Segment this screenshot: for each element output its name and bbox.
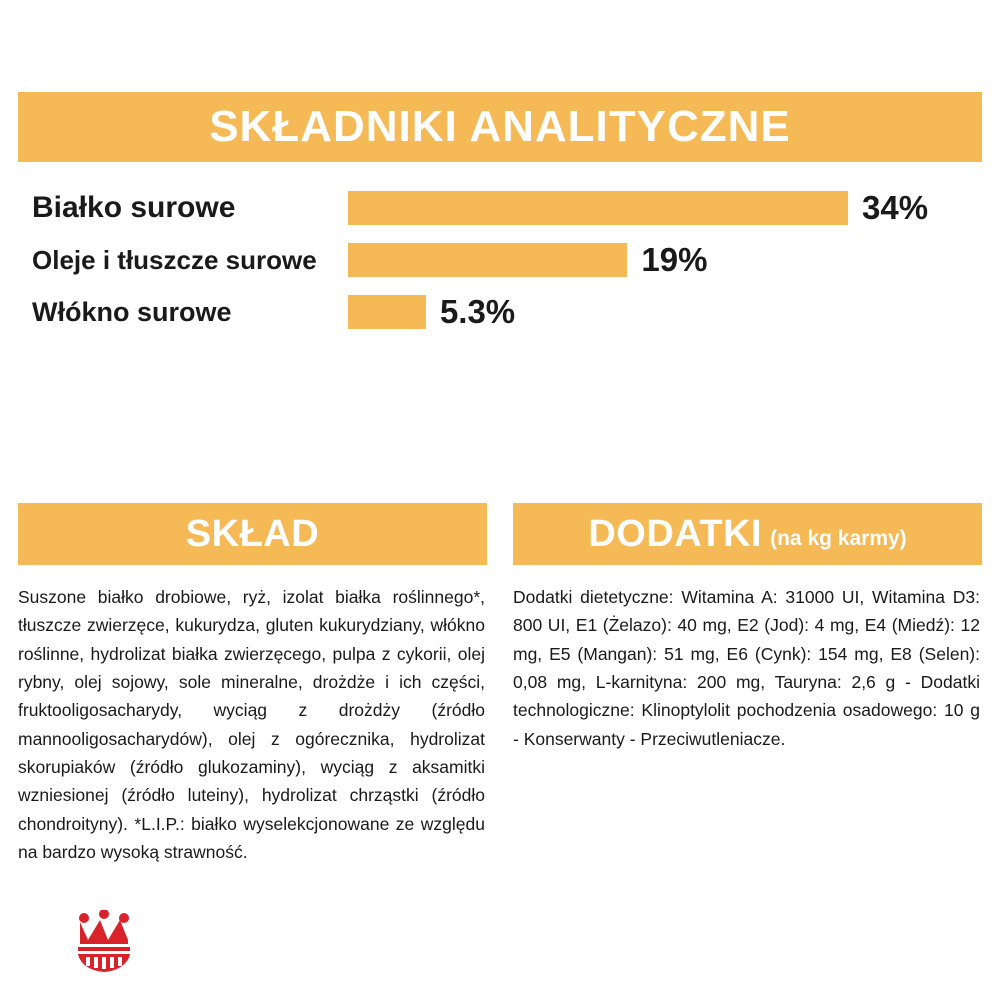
analytical-row xyxy=(18,286,982,338)
additives-header xyxy=(513,503,982,565)
details-columns xyxy=(18,503,982,866)
composition-column xyxy=(18,503,487,866)
additives-column xyxy=(513,503,982,866)
analytical-constituents-section xyxy=(18,92,982,338)
analytical-row xyxy=(18,182,982,234)
additives-text: Dodatki dietetyczne: Witamina A: 31000 UI, Witamina D3: 800 UI, E1 (Żelazo): 40 mg, E2 (Jod): 4 mg, E4 (Miedź): 12 mg, E5 (Mangan): 51 mg, E6 (Cynk): 154 mg, E8 (Selen): 0,08 mg, L-karnityna: 200 mg, Tauryna: 2,6 g - Dodatki technologiczne: Klinoptylolit pochodzenia osadowego: 10 g - Konserwanty - Przeciwutleniacze. xyxy=(513,587,980,749)
analytical-bar-wrap xyxy=(348,293,982,331)
analytical-bar xyxy=(348,295,426,329)
royal-canin-logo xyxy=(60,910,180,972)
analytical-banner xyxy=(18,92,982,162)
additives-title: DODATKI xyxy=(588,513,763,555)
analytical-bar xyxy=(348,243,627,277)
analytical-row-label: Oleje i tłuszcze surowe xyxy=(32,244,317,275)
analytical-row-label: Białko surowe xyxy=(32,191,236,224)
analytical-banner-title: SKŁADNIKI ANALITYCZNE xyxy=(209,102,791,151)
analytical-bar xyxy=(348,191,848,225)
analytical-row-label: Włókno surowe xyxy=(32,296,232,327)
analytical-row-value: 34% xyxy=(862,189,929,226)
composition-title: SKŁAD xyxy=(185,513,320,555)
analytical-bar-wrap xyxy=(348,189,982,227)
analytical-row-value: 5.3% xyxy=(439,293,516,330)
composition-header xyxy=(18,503,487,565)
analytical-bar-wrap xyxy=(348,241,982,279)
analytical-row xyxy=(18,234,982,286)
analytical-rows xyxy=(18,182,982,338)
analytical-row-value: 19% xyxy=(641,241,708,278)
additives-subtitle: (na kg karmy) xyxy=(770,526,907,550)
composition-text: Suszone białko drobiowe, ryż, izolat białka roślinnego*, tłuszcze zwierzęce, kukurydza, gluten kukurydziany, włókno roślinne, hydrolizat białka zwierzęcego, pulpa z cykorii, olej rybny, olej sojowy, sole mineralne, drożdże i ich części, fruktooligosacharydy, wyciąg z drożdży (źródło mannooligosacharydów), olej z ogórecznika, hydrolizat skorupiaków (źródło glukozaminy), wyciąg z aksamitki wzniesionej (źródło luteiny), hydrolizat chrząstki (źródło chondroityny). *L.I.P.: białko wyselekcjonowane ze względu na bardzo wysoką strawność. xyxy=(18,587,485,863)
